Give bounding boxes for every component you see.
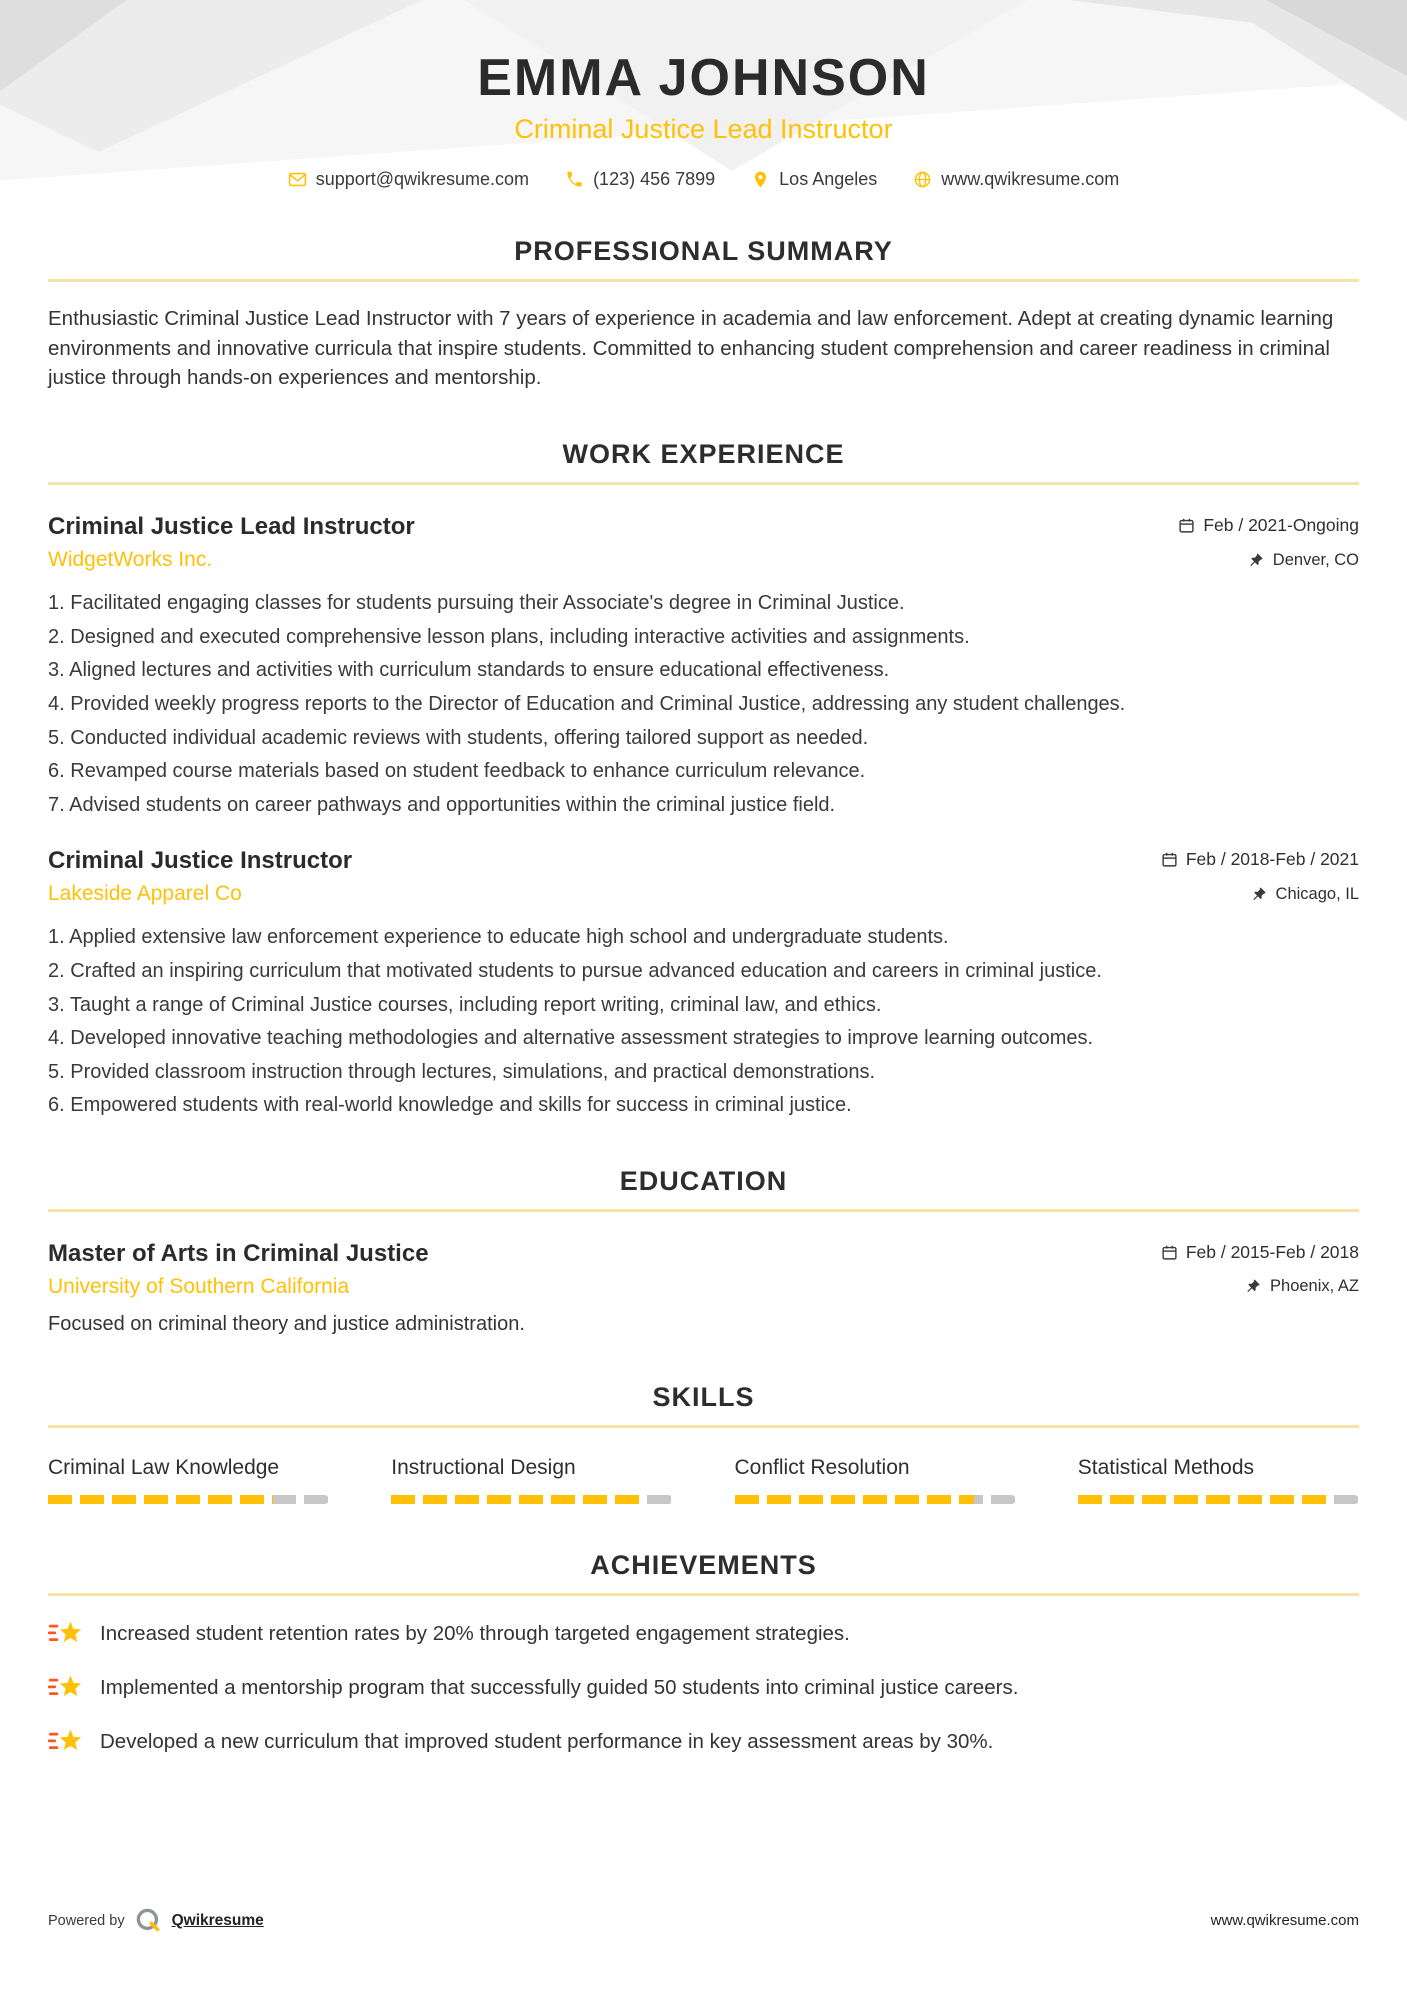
- job-bullet: Applied extensive law enforcement experience to educate high school and undergraduate students.: [69, 926, 949, 949]
- experience-heading-wrap: [48, 439, 1359, 485]
- section-education: [48, 1166, 1359, 1336]
- summary-heading-wrap: [48, 236, 1359, 282]
- contact-email[interactable]: [288, 169, 529, 190]
- page-footer: [48, 1907, 1359, 1934]
- achievements-list: [48, 1618, 1359, 1758]
- skill-bar: [735, 1495, 1016, 1504]
- education-entry: [48, 1240, 1359, 1336]
- pushpin-icon: [1245, 1278, 1262, 1295]
- calendar-icon: [1161, 851, 1178, 868]
- skill-bar-fill: [48, 1495, 273, 1504]
- summary-text: Enthusiastic Criminal Justice Lead Instructor with 7 years of experience in academia and law enforcement. Adept at creating dynamic learning environments and innovative curricula that inspire students. Committed to enhancing student comprehension and career readiness in criminal justice through hands-on experiences and mentorship.: [48, 307, 1334, 390]
- calendar-icon: [1178, 517, 1195, 534]
- job-bullet: Taught a range of Criminal Justice courses, including report writing, criminal law, and ethics.: [69, 993, 882, 1016]
- skill-label: Statistical Methods: [1077, 1455, 1254, 1479]
- skills-heading-wrap: [48, 1382, 1359, 1428]
- job-bullet: Designed and executed comprehensive lesson plans, including interactive activities and assignments.: [70, 625, 970, 648]
- job-bullet: Revamped course materials based on student feedback to enhance curriculum relevance.: [70, 760, 866, 783]
- phone-icon: [565, 170, 584, 189]
- job-title-row: [48, 513, 1359, 541]
- section-experience: [48, 439, 1359, 1120]
- education-description: Focused on criminal theory and justice administration.: [48, 1312, 525, 1335]
- skill-bar-fill: [1078, 1495, 1331, 1504]
- education-degree: Master of Arts in Criminal Justice: [48, 1239, 429, 1267]
- job-dates: [1161, 849, 1359, 870]
- job-company-row: [48, 882, 1359, 906]
- job-title-row: [48, 847, 1359, 875]
- section-achievements: [48, 1550, 1359, 1758]
- achievements-heading-wrap: [48, 1550, 1359, 1596]
- medal-star-icon: [48, 1618, 84, 1650]
- contact-website-text: www.qwikresume.com: [941, 169, 1120, 189]
- job-bullet: Facilitated engaging classes for students pursuing their Associate's degree in Criminal Justice.: [70, 592, 905, 615]
- job-bullet: Provided weekly progress reports to the Director of Education and Criminal Justice, addressing any student challenges.: [70, 692, 1126, 715]
- education-title-row: [48, 1240, 1359, 1268]
- map-pin-icon: [751, 170, 770, 189]
- achievement-text: Increased student retention rates by 20% through targeted engagement strategies.: [100, 1621, 850, 1645]
- job-dates-text: Feb / 2018-Feb / 2021: [1185, 849, 1359, 870]
- skill-item: [735, 1456, 1016, 1504]
- skill-label: Instructional Design: [391, 1455, 576, 1479]
- person-name: EMMA JOHNSON: [477, 49, 930, 107]
- achievement-item: [48, 1672, 1359, 1704]
- footer-website-link[interactable]: www.qwikresume.com: [1210, 1912, 1359, 1929]
- contact-website[interactable]: [913, 169, 1119, 190]
- powered-by: [48, 1907, 264, 1934]
- job-bullet: Developed innovative teaching methodologies and alternative assessment strategies to improve learning outcomes.: [70, 1027, 1094, 1050]
- education-heading: EDUCATION: [619, 1165, 788, 1196]
- job-location: [1251, 885, 1359, 904]
- achievement-item: [48, 1618, 1359, 1650]
- skill-label: Conflict Resolution: [734, 1455, 910, 1479]
- job-title: Criminal Justice Instructor: [48, 847, 353, 875]
- education-school: University of Southern California: [48, 1274, 350, 1298]
- job-company: WidgetWorks Inc.: [48, 548, 213, 572]
- job-location: [1248, 551, 1359, 570]
- resume-header: [0, 0, 1407, 190]
- skill-item: [48, 1456, 329, 1504]
- education-location-text: Phoenix, AZ: [1270, 1277, 1359, 1296]
- contact-phone[interactable]: [565, 169, 715, 190]
- education-heading-wrap: [48, 1166, 1359, 1212]
- job-location-text: Denver, CO: [1272, 550, 1359, 569]
- job-bullet: Crafted an inspiring curriculum that motivated students to pursue advanced education and careers in criminal justice.: [70, 959, 1102, 982]
- pushpin-icon: [1248, 552, 1265, 569]
- summary-heading: PROFESSIONAL SUMMARY: [514, 236, 893, 266]
- education-dates: [1161, 1242, 1359, 1263]
- job-entry: [48, 847, 1359, 1120]
- contact-email-text: support@qwikresume.com: [315, 169, 530, 189]
- globe-icon: [913, 170, 932, 189]
- achievement-text: Developed a new curriculum that improved student performance in key assessment areas by 30%.: [100, 1729, 994, 1753]
- medal-star-icon: [48, 1672, 84, 1704]
- envelope-icon: [288, 170, 307, 189]
- job-company: Lakeside Apparel Co: [48, 882, 242, 906]
- skill-bar: [391, 1495, 672, 1504]
- education-location: [1245, 1277, 1359, 1296]
- person-title: Criminal Justice Lead Instructor: [514, 114, 893, 144]
- resume-content: [0, 236, 1407, 1758]
- q-mark-icon: [135, 1907, 162, 1934]
- job-bullet: Advised students on career pathways and opportunities within the criminal justice field.: [69, 793, 836, 816]
- contact-phone-text: (123) 456 7899: [593, 169, 716, 189]
- medal-star-icon: [48, 1726, 84, 1758]
- pushpin-icon: [1251, 886, 1268, 903]
- job-location-text: Chicago, IL: [1275, 884, 1359, 903]
- skill-item: [391, 1456, 672, 1504]
- section-summary: [48, 236, 1359, 393]
- job-dates: [1178, 515, 1359, 536]
- job-dates-text: Feb / 2021-Ongoing: [1203, 515, 1359, 536]
- education-dates-text: Feb / 2015-Feb / 2018: [1185, 1241, 1359, 1262]
- skill-item: [1078, 1456, 1359, 1504]
- job-title: Criminal Justice Lead Instructor: [48, 513, 415, 541]
- skills-grid: [48, 1456, 1359, 1504]
- contact-location-text: Los Angeles: [779, 169, 878, 189]
- achievement-item: [48, 1726, 1359, 1758]
- job-bullet: Provided classroom instruction through lectures, simulations, and practical demonstrations.: [70, 1060, 876, 1083]
- skills-heading: SKILLS: [652, 1381, 755, 1412]
- job-company-row: [48, 548, 1359, 572]
- contact-location: [751, 169, 877, 190]
- job-bullets: [48, 590, 1359, 819]
- achievement-text: Implemented a mentorship program that successfully guided 50 students into criminal justice careers.: [100, 1675, 1019, 1699]
- skill-bar: [48, 1495, 329, 1504]
- skill-bar: [1078, 1495, 1359, 1504]
- skill-bar-fill: [391, 1495, 644, 1504]
- powered-by-text: Powered by: [48, 1912, 125, 1929]
- experience-heading: WORK EXPERIENCE: [562, 439, 845, 470]
- job-bullet: Aligned lectures and activities with curriculum standards to ensure educational effectiveness.: [69, 659, 890, 682]
- calendar-icon: [1161, 1244, 1178, 1261]
- contact-row: [0, 169, 1407, 190]
- job-bullets: [48, 924, 1359, 1120]
- education-school-row: [48, 1275, 1359, 1299]
- job-bullet: Conducted individual academic reviews with students, offering tailored support as needed.: [70, 726, 869, 749]
- skill-bar-fill: [735, 1495, 974, 1504]
- skill-label: Criminal Law Knowledge: [48, 1455, 280, 1479]
- job-bullet: Empowered students with real-world knowledge and skills for success in criminal justice.: [70, 1094, 852, 1117]
- achievements-heading: ACHIEVEMENTS: [590, 1549, 817, 1580]
- section-skills: [48, 1382, 1359, 1504]
- brand-link[interactable]: Qwikresume: [171, 1911, 264, 1929]
- job-entry: [48, 513, 1359, 819]
